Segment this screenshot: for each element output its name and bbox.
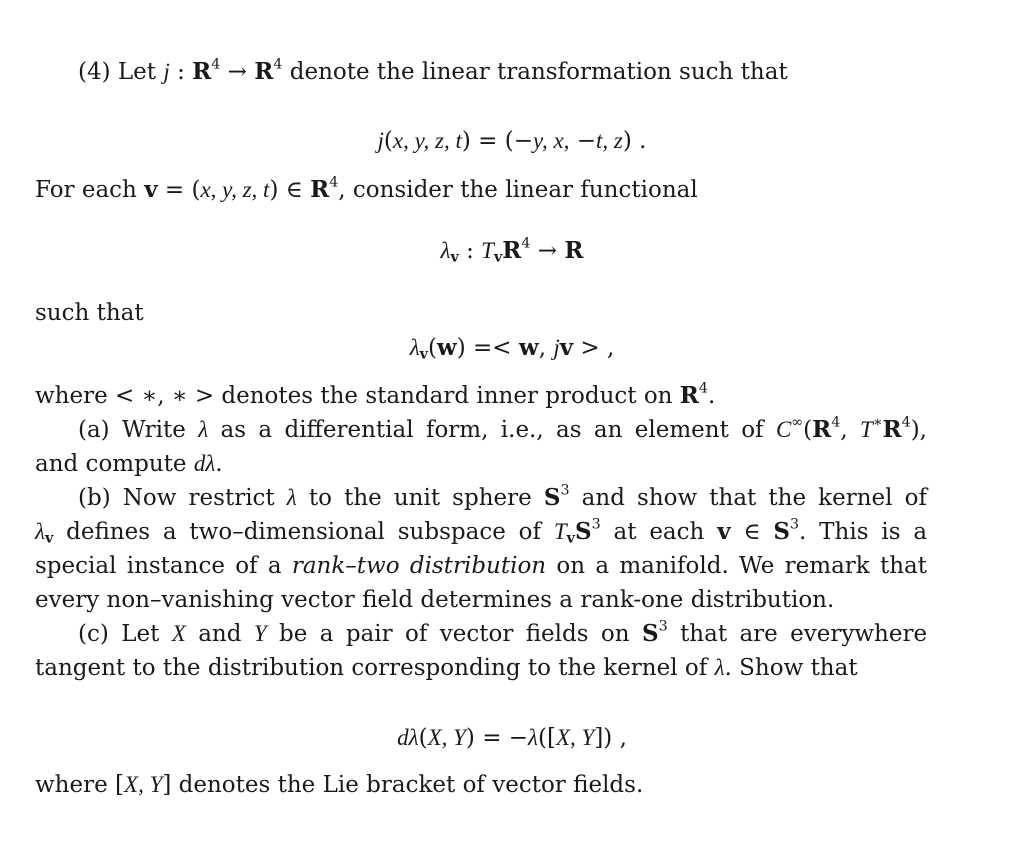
problem-intro-line: (4) Let j : $R^4 \to R^4$ denote the linear transformation such that <box>78 56 788 85</box>
part-a-line-1: (a) Write λ as a differential form, i.e., as an element of $C^\infty(R^4$, $T^∗R^4$), <box>78 414 927 443</box>
part-a-text: as a differential form, i.e., as an element of <box>220 417 764 443</box>
part-b-label: (b) <box>78 485 111 511</box>
part-b-text: at each <box>613 519 705 545</box>
part-c-text: tangent to the distribution corresponding to the kernel of <box>35 655 708 681</box>
part-c-line-1: (c) Let X and Y be a pair of vector fields on $S^3$ that are everywhere <box>78 618 928 647</box>
part-c-text: be a pair of vector fields on <box>279 621 630 647</box>
part-b-text: special instance of a <box>35 553 282 579</box>
part-c-text: Let <box>121 621 160 647</box>
part-c-label: (c) <box>78 621 109 647</box>
part-b-text: defines a two–dimensional subspace of <box>66 519 542 545</box>
part-b-text: to the unit sphere <box>308 485 532 511</box>
part-b-line-3 <box>35 551 927 581</box>
part-c-text: and <box>198 621 242 647</box>
such-that-text: such that <box>35 300 144 326</box>
part-a-line-2: and compute dλ. <box>35 451 223 477</box>
part-b-text: and show that the kernel of <box>581 485 927 511</box>
part-b-text: . This is a <box>799 519 928 545</box>
where-text: where <box>35 383 108 409</box>
part-b-text: Now restrict <box>122 485 275 511</box>
part-b-line-2: $\lambda_v$ defines a two–dimensional subspace of $T_vS^3$ at each v ∈ $S^3$. This is a <box>35 516 928 547</box>
part-c-text: that are everywhere <box>680 621 928 647</box>
part-b-text: on a manifold. We remark that <box>556 553 928 579</box>
for-each-line: For each v = (x, y, z, t) ∈ $R^4$, consider the linear functional <box>35 174 698 203</box>
part-c-line-2: tangent to the distribution corresponding to the kernel of λ. Show that <box>35 655 858 681</box>
final-line: where [X, Y] denotes the Lie bracket of vector fields. <box>35 772 644 798</box>
equation-lie-bracket: dλ(X, Y) = −λ([X, Y]) , <box>397 725 627 751</box>
final-text: denotes the Lie bracket of vector fields. <box>178 772 644 798</box>
such-that-line <box>35 298 927 328</box>
for-each-text: For each <box>35 177 137 203</box>
part-b-emphasis: rank–two distribution <box>291 553 547 579</box>
part-b-text: every non–vanishing vector field determines a rank-one distribution. <box>35 587 835 613</box>
part-c-text: . Show that <box>724 655 858 681</box>
equation-lambda-map: $\lambda_v$ : $T_vR^4 \to R$ <box>440 235 584 266</box>
intro-suffix: denote the linear transformation such that <box>289 59 788 85</box>
part-a-text: Write <box>122 417 186 443</box>
inner-product-line: where < ∗, ∗ > denotes the standard inner product on $R^4$. <box>35 380 716 409</box>
part-b-line-4 <box>35 585 927 615</box>
part-a-label: (a) <box>78 417 110 443</box>
equation-j: j(x, y, z, t) = (−y, x, −t, z) . <box>377 128 647 154</box>
math-j-map: j <box>163 59 170 84</box>
part-b-line-1: (b) Now restrict λ to the unit sphere $S^3$ and show that the kernel of <box>78 482 927 511</box>
final-where-text: where <box>35 772 108 798</box>
intro-text: Let <box>117 59 157 85</box>
problem-number: (4) <box>78 59 111 85</box>
equation-lambda-def: $\lambda_v(w) =< w$, jv > , <box>409 334 615 363</box>
inner-product-text: denotes the standard inner product on <box>221 383 673 409</box>
consider-text: , consider the linear functional <box>338 177 698 203</box>
part-a-text: and compute <box>35 451 187 477</box>
